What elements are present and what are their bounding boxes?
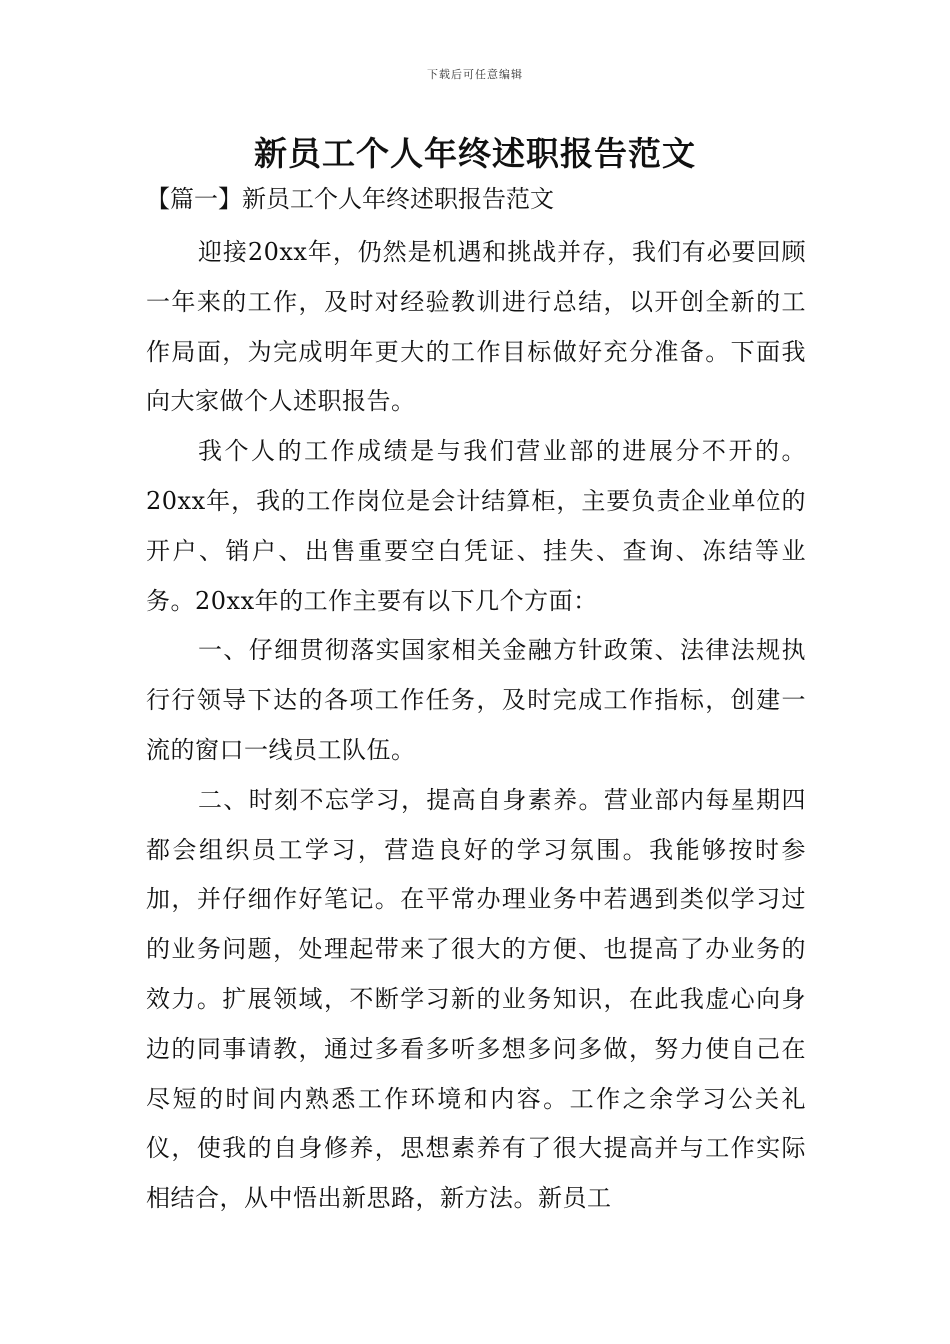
paragraph-1: 迎接20xx年，仍然是机遇和挑战并存，我们有必要回顾一年来的工作，及时对经验教训进行总结，以开创全新的工作局面，为完成明年更大的工作目标做好充分准备。下面我向大家做个人述职报告。 [146, 238, 806, 416]
paragraph-2: 我个人的工作成绩是与我们营业部的进展分不开的。20xx年，我的工作岗位是会计结算柜，主要负责企业单位的开户、销户、出售重要空白凭证、挂失、查询、冻结等业务。20xx年的工作主要有以下几个方面： [146, 437, 806, 615]
body-text [146, 228, 806, 1224]
paragraph-4: 二、时刻不忘学习，提高自身素养。营业部内每星期四都会组织员工学习，营造良好的学习氛围。我能够按时参加，并仔细作好笔记。在平常办理业务中若遇到类似学习过的业务问题，处理起带来了很大的方便、也提高了办业务的效力。扩展领域，不断学习新的业务知识，在此我虚心向身边的同事请教，通过多看多听多想多问多做，努力使自己在尽短的时间内熟悉工作环境和内容。工作之余学习公关礼仪，使我的自身修养，思想素养有了很大提高并与工作实际相结合，从中悟出新思路，新方法。新员工 [146, 785, 806, 1213]
header-note: 下载后可任意编辑 [427, 68, 523, 81]
document-title: 新员工个人年终述职报告范文 [254, 134, 696, 173]
section-heading: 【篇一】新员工个人年终述职报告范文 [146, 185, 554, 213]
paragraph-3: 一、仔细贯彻落实国家相关金融方针政策、法律法规执行行领导下达的各项工作任务，及时完成工作指标，创建一流的窗口一线员工队伍。 [146, 636, 806, 764]
